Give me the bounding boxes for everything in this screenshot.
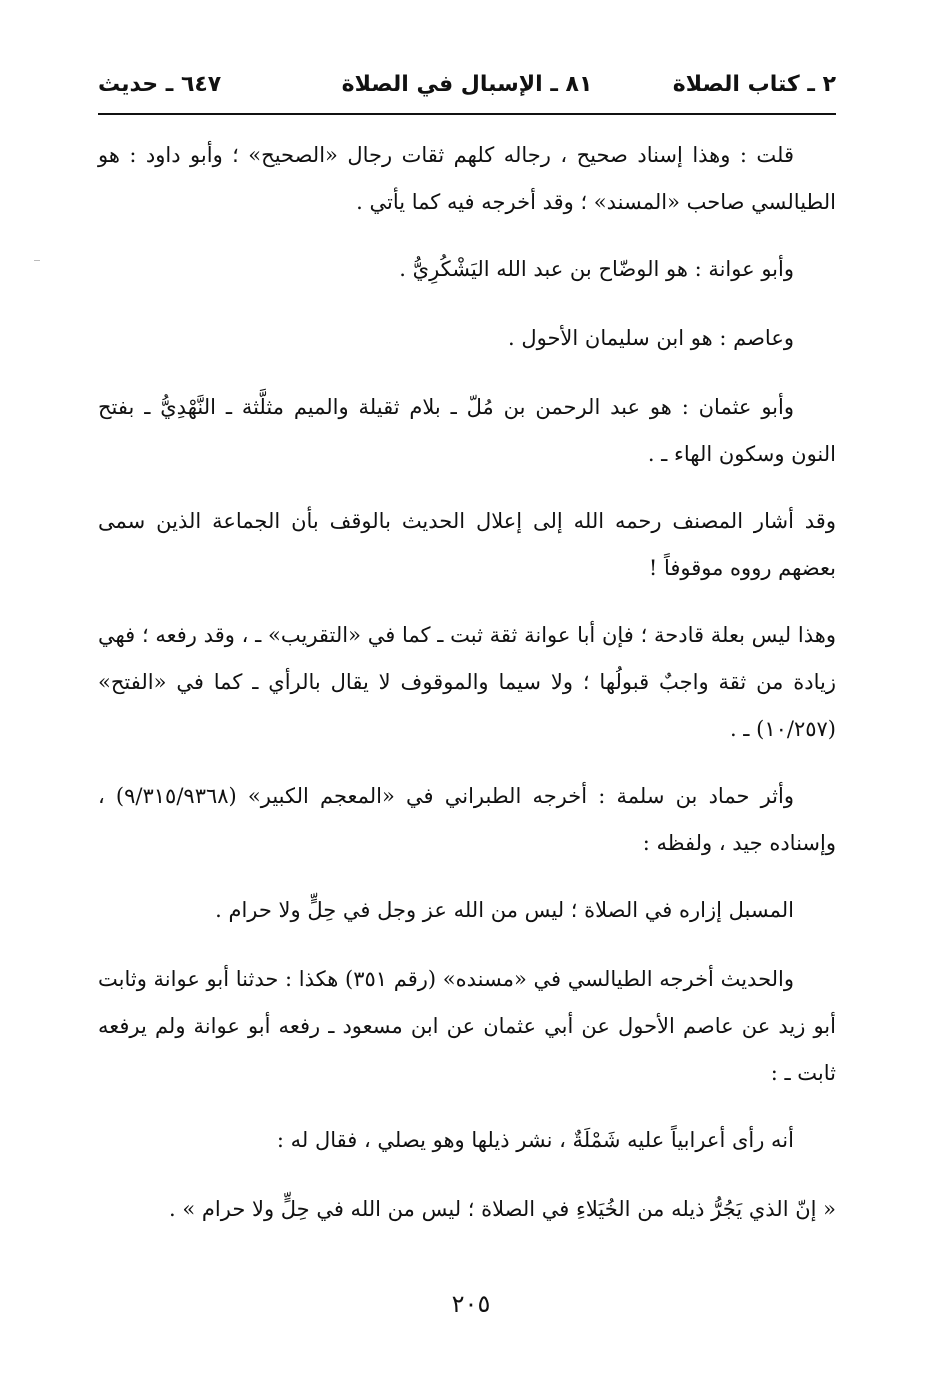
paragraph-asim: وعاصم : هو ابن سليمان الأحول . xyxy=(507,326,794,350)
paragraph-hammad: وأثر حماد بن سلمة : أخرجه الطبراني في «المعجم الكبير» (٩/٣١٥/٩٣٦٨) ، وإسناده جيد ، ولفظه : xyxy=(98,784,836,855)
paragraph-abu-uthman: وأبو عثمان : هو عبد الرحمن بن مُلّ ـ بلام ثقيلة والميم مثلَّثة ـ النَّهْدِيُّ ـ بفتح النون وسكون الهاء ـ . xyxy=(98,395,836,466)
main-text xyxy=(98,132,836,1253)
paragraph-isnad: قلت : وهذا إسناد صحيح ، رجاله كلهم ثقات رجال «الصحيح» ؛ وأبو داود : هو الطيالسي صاحب «المسند» ؛ وقد أخرجه فيه كما يأتي . xyxy=(98,143,836,214)
page-number: ٢٠٥ xyxy=(451,1290,491,1318)
paragraph-abu-awana: وأبو عوانة : هو الوضّاح بن عبد الله اليَشْكُرِيُّ . xyxy=(399,257,794,281)
header-section: ٨١ ـ الإسبال في الصلاة xyxy=(341,72,593,97)
paragraph-arabi: أنه رأى أعرابياً عليه شَمْلَةٌ ، نشر ذيلها وهو يصلي ، فقال له : xyxy=(276,1128,794,1152)
running-header xyxy=(98,72,836,112)
paragraph-tayalisi: والحديث أخرجه الطيالسي في «مسنده» (رقم ٣٥١) هكذا : حدثنا أبو عوانة وثابت أبو زيد عن عاصم الأحول عن أبي عثمان عن ابن مسعود ـ رفعه أبو عوانة ولم يرفعه ثابت ـ : xyxy=(98,967,836,1085)
paragraph-hadith-quote: « إنّ الذي يَجُرُّ ذيله من الخُيَلاءِ في الصلاة ؛ ليس من الله في حِلٍّ ولا حرام » . xyxy=(169,1197,836,1221)
paragraph-musbil: المسبل إزاره في الصلاة ؛ ليس من الله عز وجل في حِلٍّ ولا حرام . xyxy=(215,898,794,922)
header-chapter: ٢ ـ كتاب الصلاة xyxy=(672,72,836,97)
paragraph-not-defect: وهذا ليس بعلة قادحة ؛ فإن أبا عوانة ثقة ثبت ـ كما في «التقريب» ـ ، وقد رفعه ؛ فهي زيادة من ثقة واجبٌ قبولُها ؛ ولا سيما والموقوف لا يقال بالرأي ـ كما في «الفتح» (١٠/٢٥٧) ـ . xyxy=(98,623,836,741)
header-hadith-number: ٦٤٧ ـ حديث xyxy=(98,72,222,97)
scan-speck xyxy=(34,260,40,261)
paragraph-author-note: وقد أشار المصنف رحمه الله إلى إعلال الحديث بالوقف بأن الجماعة الذين سمى بعضهم رووه موقوفاً ! xyxy=(98,509,836,580)
header-rule xyxy=(98,113,836,115)
